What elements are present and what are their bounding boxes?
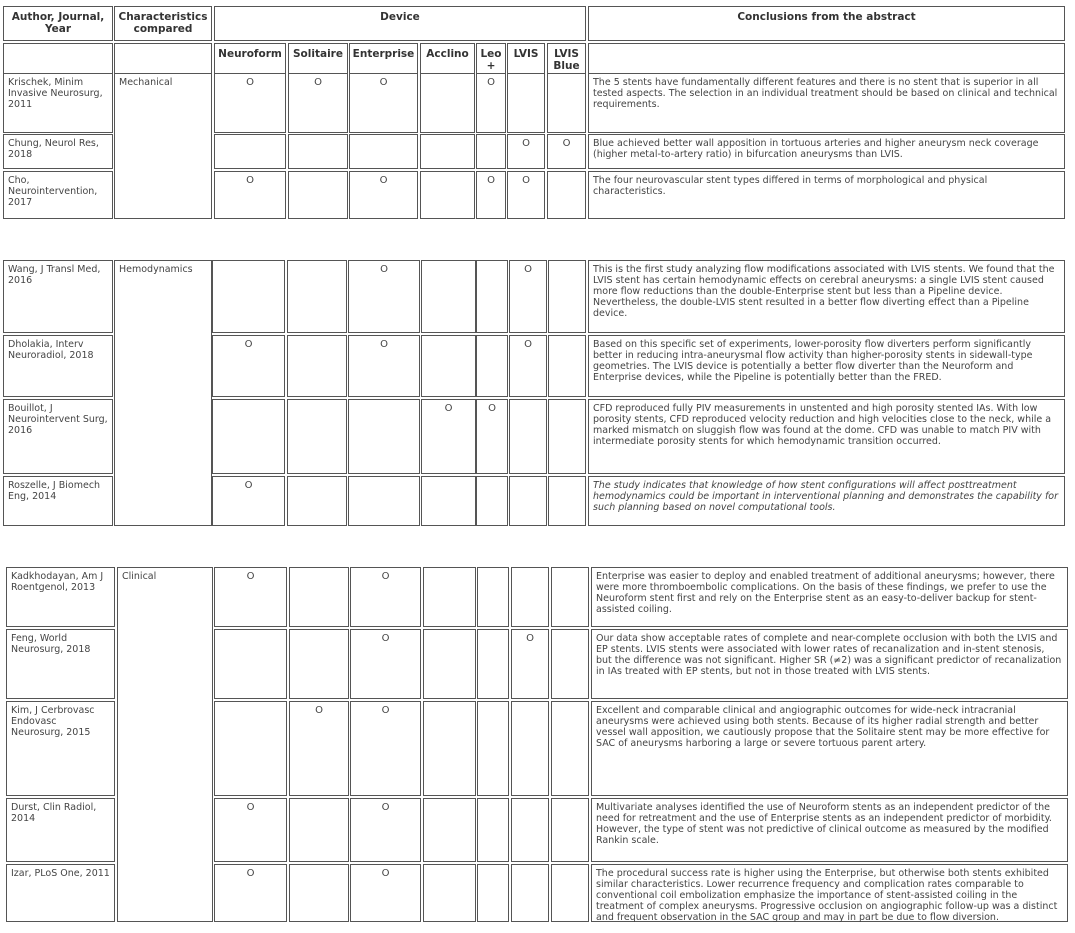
circle-mark: O (380, 339, 388, 350)
header-characteristics: Characteristics compared (114, 6, 212, 41)
device-mark-cell (477, 798, 509, 862)
circle-mark: O (380, 264, 388, 275)
device-mark-cell (348, 399, 420, 474)
circle-mark: O (522, 175, 530, 186)
circle-mark: O (524, 339, 532, 350)
device-mark-cell (476, 171, 506, 219)
device-mark-cell (214, 701, 287, 796)
circle-mark: O (562, 138, 571, 149)
author-cell: Kadkhodayan, Am J Roentgenol, 2013 (6, 567, 115, 627)
device-mark-cell (287, 399, 347, 474)
device-header-solitaire: Solitaire (288, 43, 348, 76)
device-mark-cell (214, 567, 287, 627)
author-cell: Krischek, Minim Invasive Neurosurg, 2011 (3, 73, 113, 133)
conclusion-cell: Blue achieved better wall apposition in tortuous arteries and higher aneurysm neck coverage (higher metal-to-artery ratio) in bifurcation aneurysms than LVIS. (588, 134, 1065, 169)
device-mark-cell (551, 798, 589, 862)
circle-mark: O (246, 175, 254, 186)
device-mark-cell (423, 864, 476, 922)
header-author-blank (3, 43, 113, 76)
device-mark-cell (551, 864, 589, 922)
device-mark-cell (421, 260, 476, 333)
device-mark-cell (551, 629, 589, 699)
device-mark-cell (476, 73, 506, 133)
device-mark-cell (212, 399, 285, 474)
device-mark-cell (349, 171, 418, 219)
circle-mark: O (487, 77, 495, 88)
author-cell: Roszelle, J Biomech Eng, 2014 (3, 476, 113, 526)
device-mark-cell (547, 134, 586, 169)
device-mark-cell (350, 798, 421, 862)
device-mark-cell (288, 73, 348, 133)
conclusion-cell: CFD reproduced fully PIV measurements in unstented and high porosity stented IAs. With low porosity stents, CFD reproduced velocity reduction and high velocities close to the neck, while a marked mismatch on sluggish flow was found at the dome. CFD was unable to match PIV with intermediate porosity stents for which hemodynamic transition occurred. (588, 399, 1065, 474)
header-author: Author, Journal, Year (3, 6, 113, 41)
device-mark-cell (289, 629, 349, 699)
device-mark-cell (509, 476, 547, 526)
device-mark-cell (420, 171, 475, 219)
device-mark-cell (507, 73, 545, 133)
device-mark-cell (547, 73, 586, 133)
device-mark-cell (288, 134, 348, 169)
conclusion-cell: The study indicates that knowledge of how stent configurations will affect posttreatment hemodynamics could be important in interventional planning and demonstrates the capability for such planning based on novel computational tools. (588, 476, 1065, 526)
device-mark-cell (507, 171, 545, 219)
conclusion-cell: Multivariate analyses identified the use of Neuroform stents as an independent predictor of the need for retreatment and the use of Enterprise stents as an independent predictor of morbidity. However, the type of stent was not predictive of clinical outcome as measured by the modified Rankin scale. (591, 798, 1068, 862)
circle-mark: O (381, 868, 390, 879)
device-header-lvis-blue: LVIS Blue (547, 43, 586, 76)
device-mark-cell (350, 701, 421, 796)
device-mark-cell (476, 335, 508, 397)
circle-mark: O (379, 175, 388, 186)
device-mark-cell (214, 629, 287, 699)
device-mark-cell (477, 567, 509, 627)
circle-mark: O (246, 571, 255, 582)
circle-mark: O (444, 403, 453, 414)
device-mark-cell (214, 171, 286, 219)
device-mark-cell (349, 73, 418, 133)
device-mark-cell (551, 567, 589, 627)
device-mark-cell (350, 567, 421, 627)
circle-mark: O (526, 633, 534, 644)
conclusion-cell: The four neurovascular stent types differed in terms of morphological and physical characteristics. (588, 171, 1065, 219)
device-mark-cell (421, 335, 476, 397)
device-mark-cell (511, 798, 549, 862)
device-mark-cell (476, 476, 508, 526)
device-mark-cell (289, 864, 349, 922)
device-header-neuroform: Neuroform (214, 43, 286, 76)
device-mark-cell (348, 476, 420, 526)
author-cell: Dholakia, Interv Neuroradiol, 2018 (3, 335, 113, 397)
author-cell: Feng, World Neurosurg, 2018 (6, 629, 115, 699)
device-mark-cell (509, 399, 547, 474)
device-header-lvis: LVIS (507, 43, 545, 76)
header-characteristics-blank (114, 43, 212, 76)
device-mark-cell (348, 335, 420, 397)
circle-mark: O (314, 77, 322, 88)
device-mark-cell (476, 399, 508, 474)
device-mark-cell (348, 260, 420, 333)
device-mark-cell (212, 260, 285, 333)
device-mark-cell (288, 171, 348, 219)
device-mark-cell (507, 134, 545, 169)
conclusion-cell: The procedural success rate is higher using the Enterprise, but otherwise both stents exhibited similar characteristics. Lower recurrence frequency and complication rates comparable to conventional coil embolization emphasize the importance of stent-assisted coiling in the treatment of complex aneurysms. Progressive occlusion on angiographic follow-up was a distinct and frequent observation in the SAC group and may in part be due to flow diversion. (591, 864, 1068, 922)
device-mark-cell (548, 260, 586, 333)
author-cell: Kim, J Cerbrovasc Endovasc Neurosurg, 2015 (6, 701, 115, 796)
author-cell: Bouillot, J Neurointervent Surg, 2016 (3, 399, 113, 474)
device-mark-cell (423, 567, 476, 627)
device-mark-cell (350, 629, 421, 699)
circle-mark: O (381, 705, 390, 716)
device-mark-cell (214, 73, 286, 133)
conclusion-cell: Our data show acceptable rates of complete and near-complete occlusion with both the LVIS and EP stents. LVIS stents were associated with lower rates of recanalization and in-stent stenosis, but the difference was not significant. Higher SR (≠2) was a significant predictor of recanalization in IAs treated with EP stents, but not in those treated with LVIS stents. (591, 629, 1068, 699)
device-mark-cell (420, 134, 475, 169)
device-mark-cell (214, 864, 287, 922)
device-mark-cell (477, 701, 509, 796)
device-mark-cell (349, 134, 418, 169)
device-mark-cell (548, 335, 586, 397)
device-mark-cell (214, 134, 286, 169)
device-mark-cell (350, 864, 421, 922)
conclusion-cell: This is the first study analyzing flow modifications associated with LVIS stents. We found that the LVIS stent has certain hemodynamic effects on cerebral aneurysms: a single LVIS stent caused more flow reductions than the double-Enterprise stent but less than a Pipeline device. Nevertheless, the double-LVIS stent resulted in a better flow diverting effect than a Pipeline device. (588, 260, 1065, 333)
characteristic-cell: Hemodynamics (114, 260, 212, 526)
device-mark-cell (477, 629, 509, 699)
author-cell: Durst, Clin Radiol, 2014 (6, 798, 115, 862)
device-mark-cell (511, 701, 549, 796)
device-mark-cell (287, 476, 347, 526)
device-mark-cell (547, 171, 586, 219)
device-mark-cell (214, 798, 287, 862)
device-mark-cell (511, 864, 549, 922)
circle-mark: O (244, 339, 253, 350)
circle-mark: O (522, 138, 530, 149)
conclusion-cell: Enterprise was easier to deploy and enabled treatment of additional aneurysms; however, there were more thromboembolic complications. On the basis of these findings, we prefer to use the Neuroform stent first and rely on the Enterprise stent as an easy-to-deliver backup for stent-assisted coiling. (591, 567, 1068, 627)
characteristic-cell: Clinical (117, 567, 213, 922)
device-mark-cell (551, 701, 589, 796)
device-mark-cell (423, 798, 476, 862)
device-mark-cell (548, 476, 586, 526)
device-mark-cell (421, 399, 476, 474)
circle-mark: O (246, 868, 255, 879)
device-mark-cell (212, 335, 285, 397)
circle-mark: O (381, 802, 390, 813)
device-mark-cell (511, 629, 549, 699)
header-device: Device (214, 6, 586, 41)
device-mark-cell (511, 567, 549, 627)
circle-mark: O (244, 480, 253, 491)
device-mark-cell (476, 260, 508, 333)
characteristic-cell: Mechanical (114, 73, 212, 219)
device-mark-cell (289, 567, 349, 627)
circle-mark: O (379, 77, 388, 88)
author-cell: Wang, J Transl Med, 2016 (3, 260, 113, 333)
device-mark-cell (423, 629, 476, 699)
author-cell: Izar, PLoS One, 2011 (6, 864, 115, 922)
author-cell: Chung, Neurol Res, 2018 (3, 134, 113, 169)
circle-mark: O (524, 264, 532, 275)
conclusion-cell: The 5 stents have fundamentally different features and there is no stent that is superior in all tested aspects. The selection in an individual treatment should be based on clinical and technical requirements. (588, 73, 1065, 133)
device-mark-cell (289, 701, 349, 796)
device-mark-cell (476, 134, 506, 169)
device-mark-cell (477, 864, 509, 922)
device-header-acclino: Acclino (420, 43, 475, 76)
device-mark-cell (287, 260, 347, 333)
header-conclusions-blank (588, 43, 1065, 76)
conclusion-cell: Based on this specific set of experiments, lower-porosity flow diverters perform significantly better in reducing intra-aneurysmal flow activity than higher-porosity stents in sidewall-type geometries. The LVIS device is potentially a better flow diverter than the Neuroform and Enterprise devices, while the Pipeline is potentially better than the FRED. (588, 335, 1065, 397)
circle-mark: O (381, 571, 390, 582)
device-mark-cell (212, 476, 285, 526)
circle-mark: O (246, 77, 254, 88)
device-mark-cell (287, 335, 347, 397)
device-mark-cell (548, 399, 586, 474)
device-mark-cell (289, 798, 349, 862)
circle-mark: O (488, 403, 496, 414)
device-mark-cell (420, 73, 475, 133)
author-cell: Cho, Neurointervention, 2017 (3, 171, 113, 219)
device-mark-cell (509, 335, 547, 397)
device-mark-cell (421, 476, 476, 526)
device-mark-cell (509, 260, 547, 333)
device-mark-cell (423, 701, 476, 796)
device-header-leo-: Leo + (476, 43, 506, 76)
circle-mark: O (487, 175, 495, 186)
circle-mark: O (381, 633, 390, 644)
circle-mark: O (315, 705, 323, 716)
circle-mark: O (246, 802, 255, 813)
conclusion-cell: Excellent and comparable clinical and angiographic outcomes for wide-neck intracranial aneurysms were achieved using both stents. Because of its higher radial strength and better vessel wall apposition, we cautiously propose that the Solitaire stent may be more effective for SAC of aneurysms harboring a large or severe tortuous parent artery. (591, 701, 1068, 796)
device-header-enterprise: Enterprise (349, 43, 418, 76)
header-conclusions: Conclusions from the abstract (588, 6, 1065, 41)
